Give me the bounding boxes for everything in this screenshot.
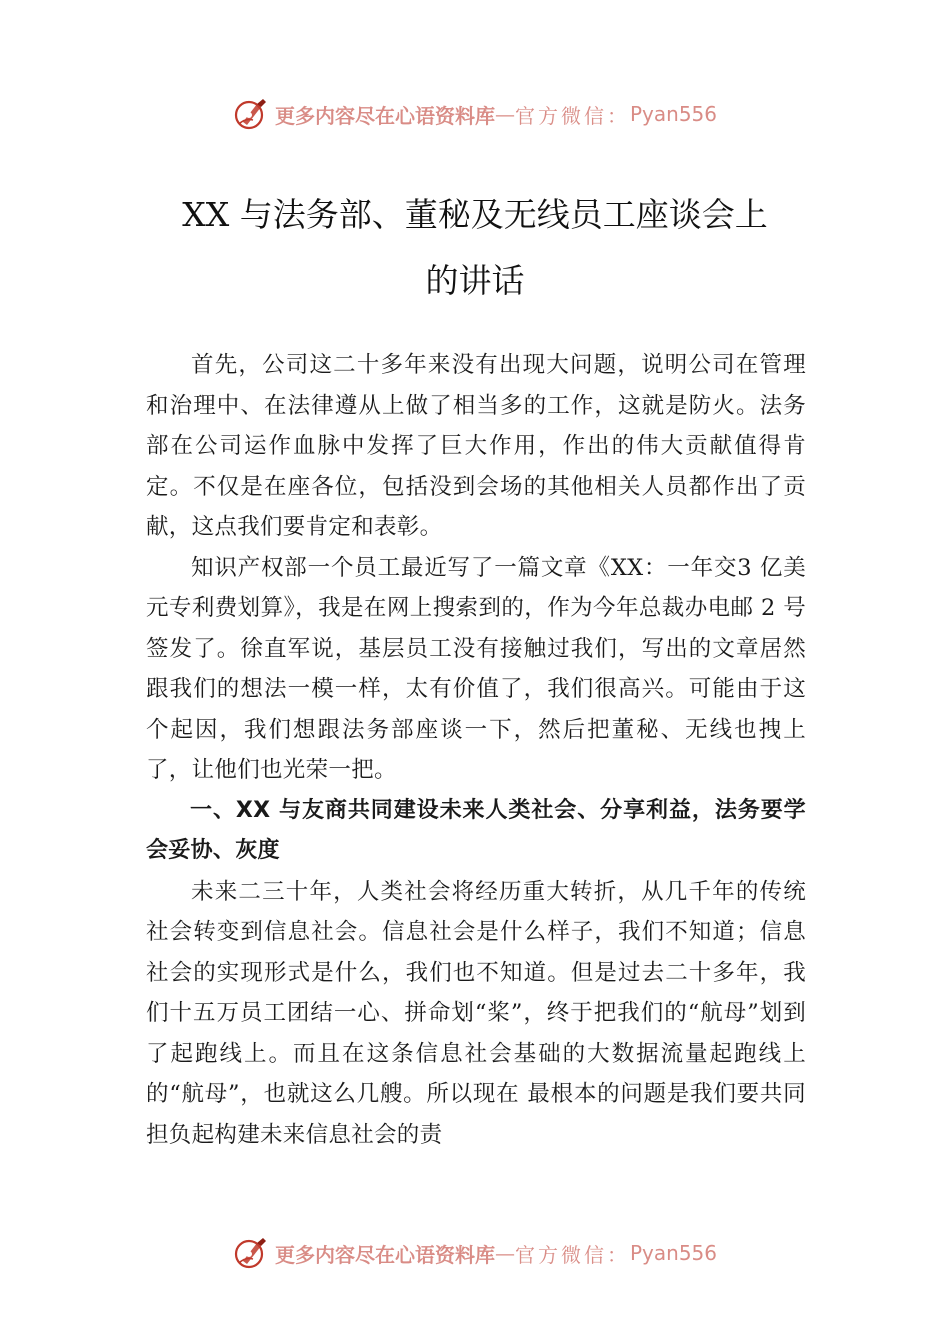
pen-nib-logo-icon [233,1235,269,1271]
banner-wechat-label: 官方微信： [514,103,630,128]
document-body [146,345,806,1155]
banner-separator: — [494,1241,515,1265]
document-title [120,182,830,314]
title-line-1: XX 与法务部、董秘及无线员工座谈会上 [182,195,768,234]
title-line-2: 的讲话 [425,261,525,300]
section-paragraph: 未来二三十年，人类社会将经历重大转折，从几千年的传统社会转变到信息社会。信息社会是什么样子，我们不知道；信息社会的实现形式是什么，我们也不知道。但是过去二十多年，我们十五万员工团结一心、拼命划“桨”，终于把我们的“航母”划到了起跑线上。而且在这条信息社会基础的大数据流量起跑线上的“航母”，也就这么几艘。所以现在 最根本的问题是我们要共同担负起构建未来信息社会的责 [146,878,806,1148]
banner-separator: — [494,102,515,126]
section-heading: 一、XX 与友商共同建设未来人类社会、分享利益，法务要学会妥协、灰度 [146,797,806,863]
banner-wechat-id: Pyan556 [629,102,717,126]
paragraph-1: 首先，公司这二十多年来没有出现大问题，说明公司在管理和治理中、在法律遵从上做了相当多的工作，这就是防火。法务部在公司运作血脉中发挥了巨大作用，作出的伟大贡献值得肯定。不仅是在座各位，包括没到会场的其他相关人员都作出了贡献，这点我们要肯定和表彰。 [146,352,806,540]
banner-wechat-label: 官方微信： [514,1242,630,1267]
banner-promo-text: 更多内容尽在心语资料库 [274,103,495,128]
paragraph-2: 知识产权部一个员工最近写了一篇文章《XX：一年交3 亿美元专利费划算》，我是在网上搜索到的，作为今年总裁办电邮 2 号签发了。徐直军说，基层员工没有接触过我们，写出的文章居然跟我们的想法一模一样，太有价值了，我们很高兴。可能由于这个起因，我们想跟法务部座谈一下，然后把董秘、无线也拽上了，让他们也光荣一把。 [146,554,806,783]
banner-wechat-id: Pyan556 [629,1241,717,1265]
header-banner [0,94,950,134]
pen-nib-logo-icon [233,96,269,132]
banner-promo-text: 更多内容尽在心语资料库 [274,1242,495,1267]
footer-banner [0,1233,950,1273]
